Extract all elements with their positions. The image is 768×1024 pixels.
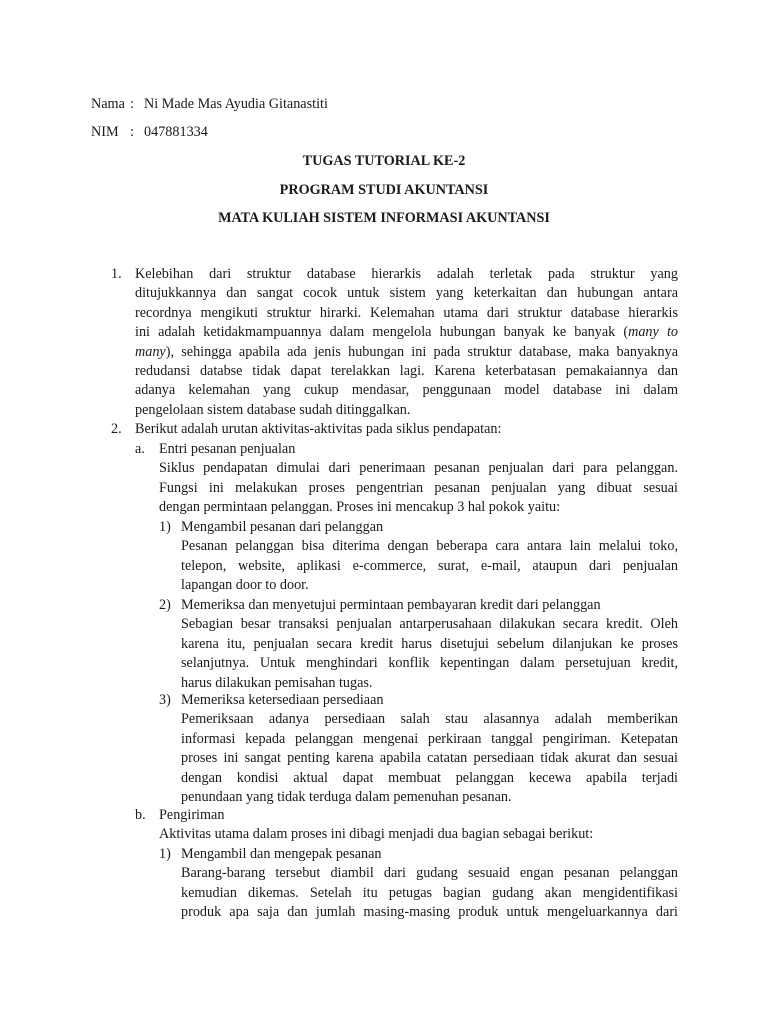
text-line: kemudian dikemas. Setelah itu petugas bagian gudang akan mengidentifikasi [181,884,678,901]
text-line-mixed [135,323,678,342]
title-tugas: TUGAS TUTORIAL KE-2 [302,153,466,169]
subheading: Memeriksa ketersediaan persediaan [181,692,384,708]
text-run: ), sehingga apabila ada jenis hubungan ini pada struktur database, maka banyaknya [165,343,678,360]
text-line: proses ini sangat penting karena apabila catatan persediaan tidak akurat dan sesuai [181,750,678,767]
nim-row [91,122,208,142]
text-line: Sebagian besar transaksi penjualan antarperusahaan dilakukan secara kredit. Oleh [181,616,678,633]
text-line: Pemeriksaan adanya persediaan salah stau alasannya adalah memberikan [181,711,678,728]
text-line: Fungsi ini melakukan proses pengentrian pesanan penjualan yang dibuat sesuai [159,479,678,496]
text-line: Kelebihan dari struktur database hierarkis adalah terletak pada struktur yang [135,266,678,282]
text-line: telepon, website, aplikasi e-commerce, surat, e-mail, ataupun dari penjualan [181,557,678,574]
subheading: Pengiriman [159,807,225,823]
text-line: dengan kondisi aktual dapat membuat pelanggan kecewa apabila terjadi [181,769,678,786]
item-1-paragraph [135,265,678,420]
text-line: redudansi databse tidak dapat terelakkan lagi. Karena keterbatasan pemakaiannya dan [135,362,678,379]
item-2-intro [135,420,678,439]
title-program-studi: PROGRAM STUDI AKUNTANSI [279,182,489,198]
text-run: ini adalah ketidakmampuannya dalam mengelola hubungan banyak ke banyak ( [135,324,629,341]
nim-label: NIM [91,124,119,140]
item-2-marker: 2. [111,421,122,437]
text-line: Pesanan pelanggan bisa diterima dengan beberapa cara antara lain melalui toko, [181,538,678,555]
text-line: Siklus pendapatan dimulai dari penerimaan pesanan penjualan dari para pelanggan. [159,460,678,477]
subheading: Mengambil pesanan dari pelanggan [181,519,384,535]
italic-text-run: many [135,343,166,360]
name-row [91,94,328,114]
text-line-mixed [135,343,678,362]
item-2a-block [159,440,678,518]
subheading: Mengambil dan mengepak pesanan [181,846,382,862]
text-line: penundaan yang tidak terduga dalam pemenuhan pesanan. [181,788,512,805]
text-line: lapangan door to door. [181,577,309,594]
text-line: karena itu, penjualan secara kredit harus disetujui sebelum dilanjukan ke proses [181,635,678,652]
text-line: pengelolaan sistem database sudah ditinggalkan. [135,401,411,418]
name-label: Nama [91,96,125,112]
text-line: Berikut adalah urutan aktivitas-aktivitas pada siklus pendapatan: [135,421,502,437]
item-2a2-block [181,596,678,693]
item-1-marker: 1. [111,266,122,282]
item-2a2-marker: 2) [159,597,171,613]
item-2a3-marker: 3) [159,692,171,708]
item-2b-block [159,806,678,845]
text-line: produk apa saja dan jumlah masing-masing produk untuk mengeluarkannya dari [181,904,678,921]
text-line: harus dilakukan pemisahan tugas. [181,674,373,691]
text-line: Barang-barang tersebut diambil dari gudang sesuaid engan pesanan pelanggan [181,865,678,882]
item-2b1-block [181,845,678,923]
title-mata-kuliah: MATA KULIAH SISTEM INFORMASI AKUNTANSI [218,210,550,226]
text-line: recordnya mengikuti struktur hirarki. Kelemahan utama dari struktur database hierarkis [135,304,678,321]
name-value: Ni Made Mas Ayudia Gitanastiti [144,96,328,112]
subheading: Entri pesanan penjualan [159,441,296,457]
nim-value: 047881334 [144,124,208,140]
item-2a1-marker: 1) [159,519,171,535]
subheading: Memeriksa dan menyetujui permintaan pembayaran kredit dari pelanggan [181,597,601,613]
item-2b-marker: b. [135,807,146,823]
item-2a3-block [181,691,678,807]
text-line: adanya kelemahan yang cukup mendasar, penggunaan model database ini dalam [135,382,678,399]
item-2a1-block [181,518,678,596]
item-2a-marker: a. [135,441,145,457]
text-line: selanjutnya. Untuk menghindari konflik kepentingan dalam persetujuan kredit, [181,655,678,672]
item-2b1-marker: 1) [159,846,171,862]
text-line: ditujukkannya dan sangat cocok untuk sistem yang keterkaitan dan hubungan antara [135,285,678,302]
nim-colon: : [130,124,134,140]
text-line: informasi kepada pelanggan mengenai perkiraan tanggal pengiriman. Ketepatan [181,730,678,747]
italic-text-run: many to [628,324,678,341]
text-line: dengan permintaan pelanggan. Proses ini mencakup 3 hal pokok yaitu: [159,499,561,516]
name-colon: : [130,96,134,112]
text-line: Aktivitas utama dalam proses ini dibagi menjadi dua bagian sebagai berikut: [159,826,594,843]
